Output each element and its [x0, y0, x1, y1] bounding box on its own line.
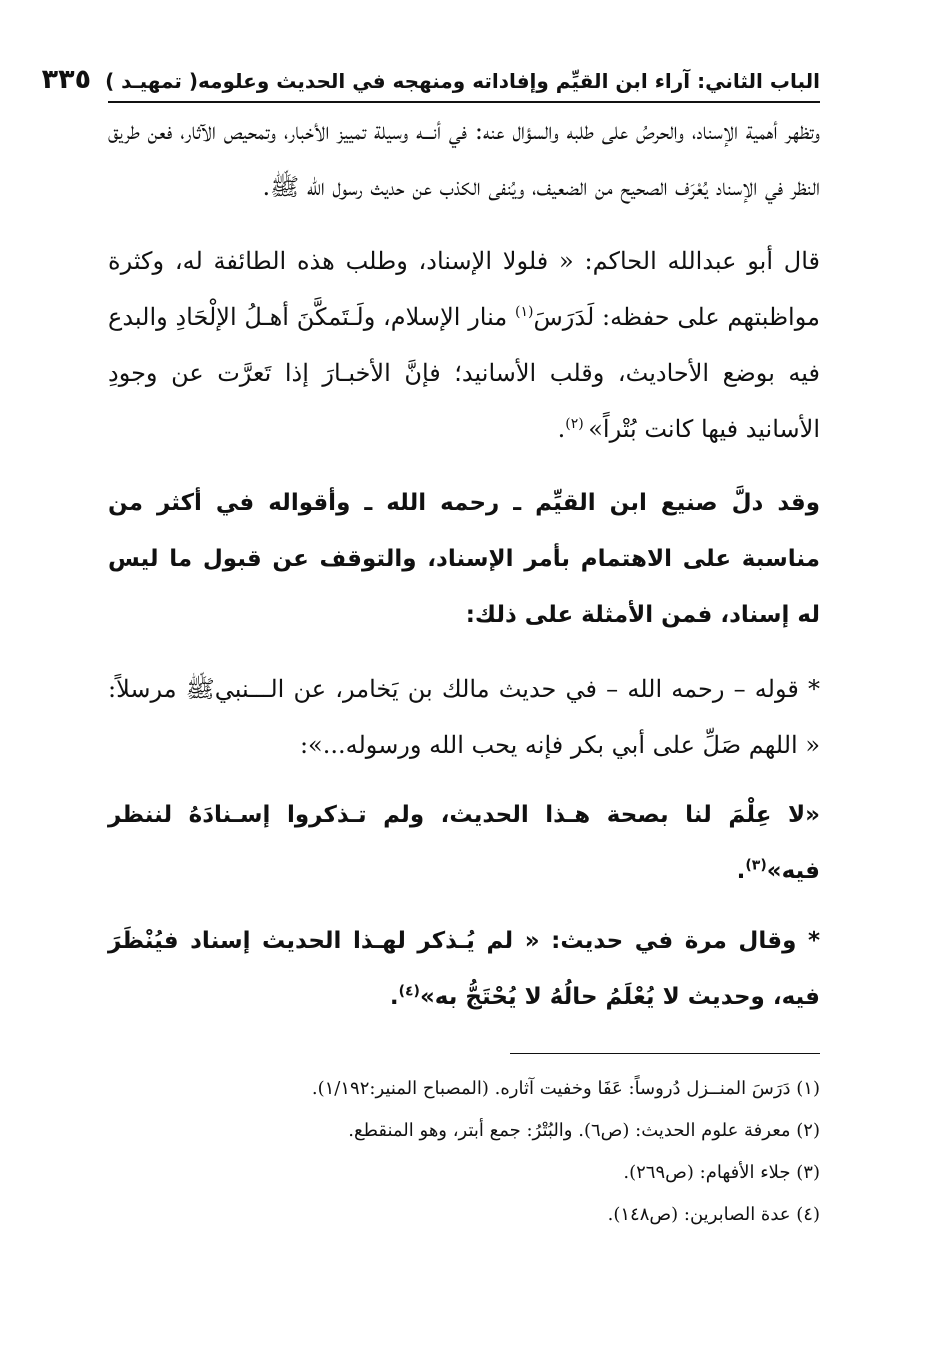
- paragraph-text: قال أبو عبدالله الحاكم: « فلولا الإسناد، وطلب هذه الطائفة له، وكثرة مواظبتهم على حفظه: لَدَرَسَ: [108, 247, 820, 331]
- paragraph-text: * قوله – رحمه الله – في حديث مالك بن يَخامر، عن الـــنبيﷺ مرسلاً: « اللهم صَلِّ على أبي بكر فإنه يحب الله ورسوله...»:: [108, 675, 820, 759]
- running-header: [41, 62, 820, 99]
- footnote-ref[interactable]: (٤): [398, 983, 420, 1000]
- header-left-group: [42, 62, 198, 99]
- header-title: الباب الثاني: آراء ابن القيِّم وإفاداته ومنهجه في الحديث وعلومه: [197, 69, 820, 93]
- paragraph-example-1: [108, 661, 820, 773]
- paragraph-example-2: [108, 913, 820, 1025]
- paragraph-text: وتظهر أهمية الإسناد، والحرصُ على طلبه والسؤال عنه: في أنـــه وسيلة تمييز الأخبار، وتمحيص الآثار، فعن طريق النظر في الإسناد يُعْرَف الصحيح من الضعيف، ويُنفى الكذب عن حديث رسول الله ﷺ.: [108, 117, 820, 201]
- paragraph-text: منار الإسلام، ولَـتَمكَّنَ أهـلُ الإلْحَادِ والبدع فيه بوضع الأحاديث، وقلب الأسانيد؛ فإنَّ الأخبـارَ إذا تَعرَّت عن وجودِ الأسانيد فيها كانت بُتْراً»: [108, 303, 820, 443]
- paragraph-punctuation: .: [389, 984, 399, 1010]
- footnote-separator: [510, 1053, 820, 1054]
- paragraph-text: وقد دلَّ صنيع ابن القيِّم ـ رحمه الله ـ وأقواله في أكثر من مناسبة على الاهتمام بأمر الإسناد، والتوقف عن قبول ما ليس له إسناد، فمن الأمثلة على ذلك:: [108, 490, 820, 628]
- footnote-item: (٤) عدة الصابرين: (ص١٤٨).: [607, 1204, 820, 1225]
- paragraph-punctuation: .: [557, 415, 566, 443]
- footnote-item: (١) دَرَسَ المنــزل دُروساً: عَفَا وخفيت آثاره. (المصباح المنير:١/١٩٢).: [311, 1078, 820, 1099]
- paragraph-text: «لا عِلْمَ لنا بصحة هـذا الحديث، ولم تـذكروا إسـنادَهُ لننظر فيه»: [108, 802, 820, 884]
- footnote-ref[interactable]: (١): [514, 304, 534, 320]
- paragraph-hakim-quote: [108, 233, 820, 457]
- footnote-item: (٣) جلاء الأفهام: (ص٢٦٩).: [623, 1162, 820, 1183]
- page-number: ٣٣٥: [41, 64, 92, 95]
- footnote-ref[interactable]: (٣): [745, 857, 767, 874]
- paragraph-isnad-importance: [108, 103, 820, 215]
- footnotes: [108, 1068, 820, 1236]
- paragraph-punctuation: .: [736, 858, 746, 884]
- header-section: ( تمهيـد ): [105, 69, 198, 93]
- book-page: [41, 62, 820, 1236]
- paragraph-ibn-qayyim: [108, 475, 820, 643]
- paragraph-text: * وقال مرة في حديث: « لم يُـذكر لهـذا الحديث إسناد فيُنْظَرَ فيه، وحديث لا يُعْلَمُ حالُهُ لا يُحْتَجُّ به»: [108, 928, 820, 1010]
- footnote-ref[interactable]: (٢): [565, 416, 589, 432]
- paragraph-quote-1: [108, 787, 820, 899]
- footnote-item: (٢) معرفة علوم الحديث: (ص٦). والبُتْرُ: جمع أبتر، وهو المنقطع.: [348, 1120, 820, 1141]
